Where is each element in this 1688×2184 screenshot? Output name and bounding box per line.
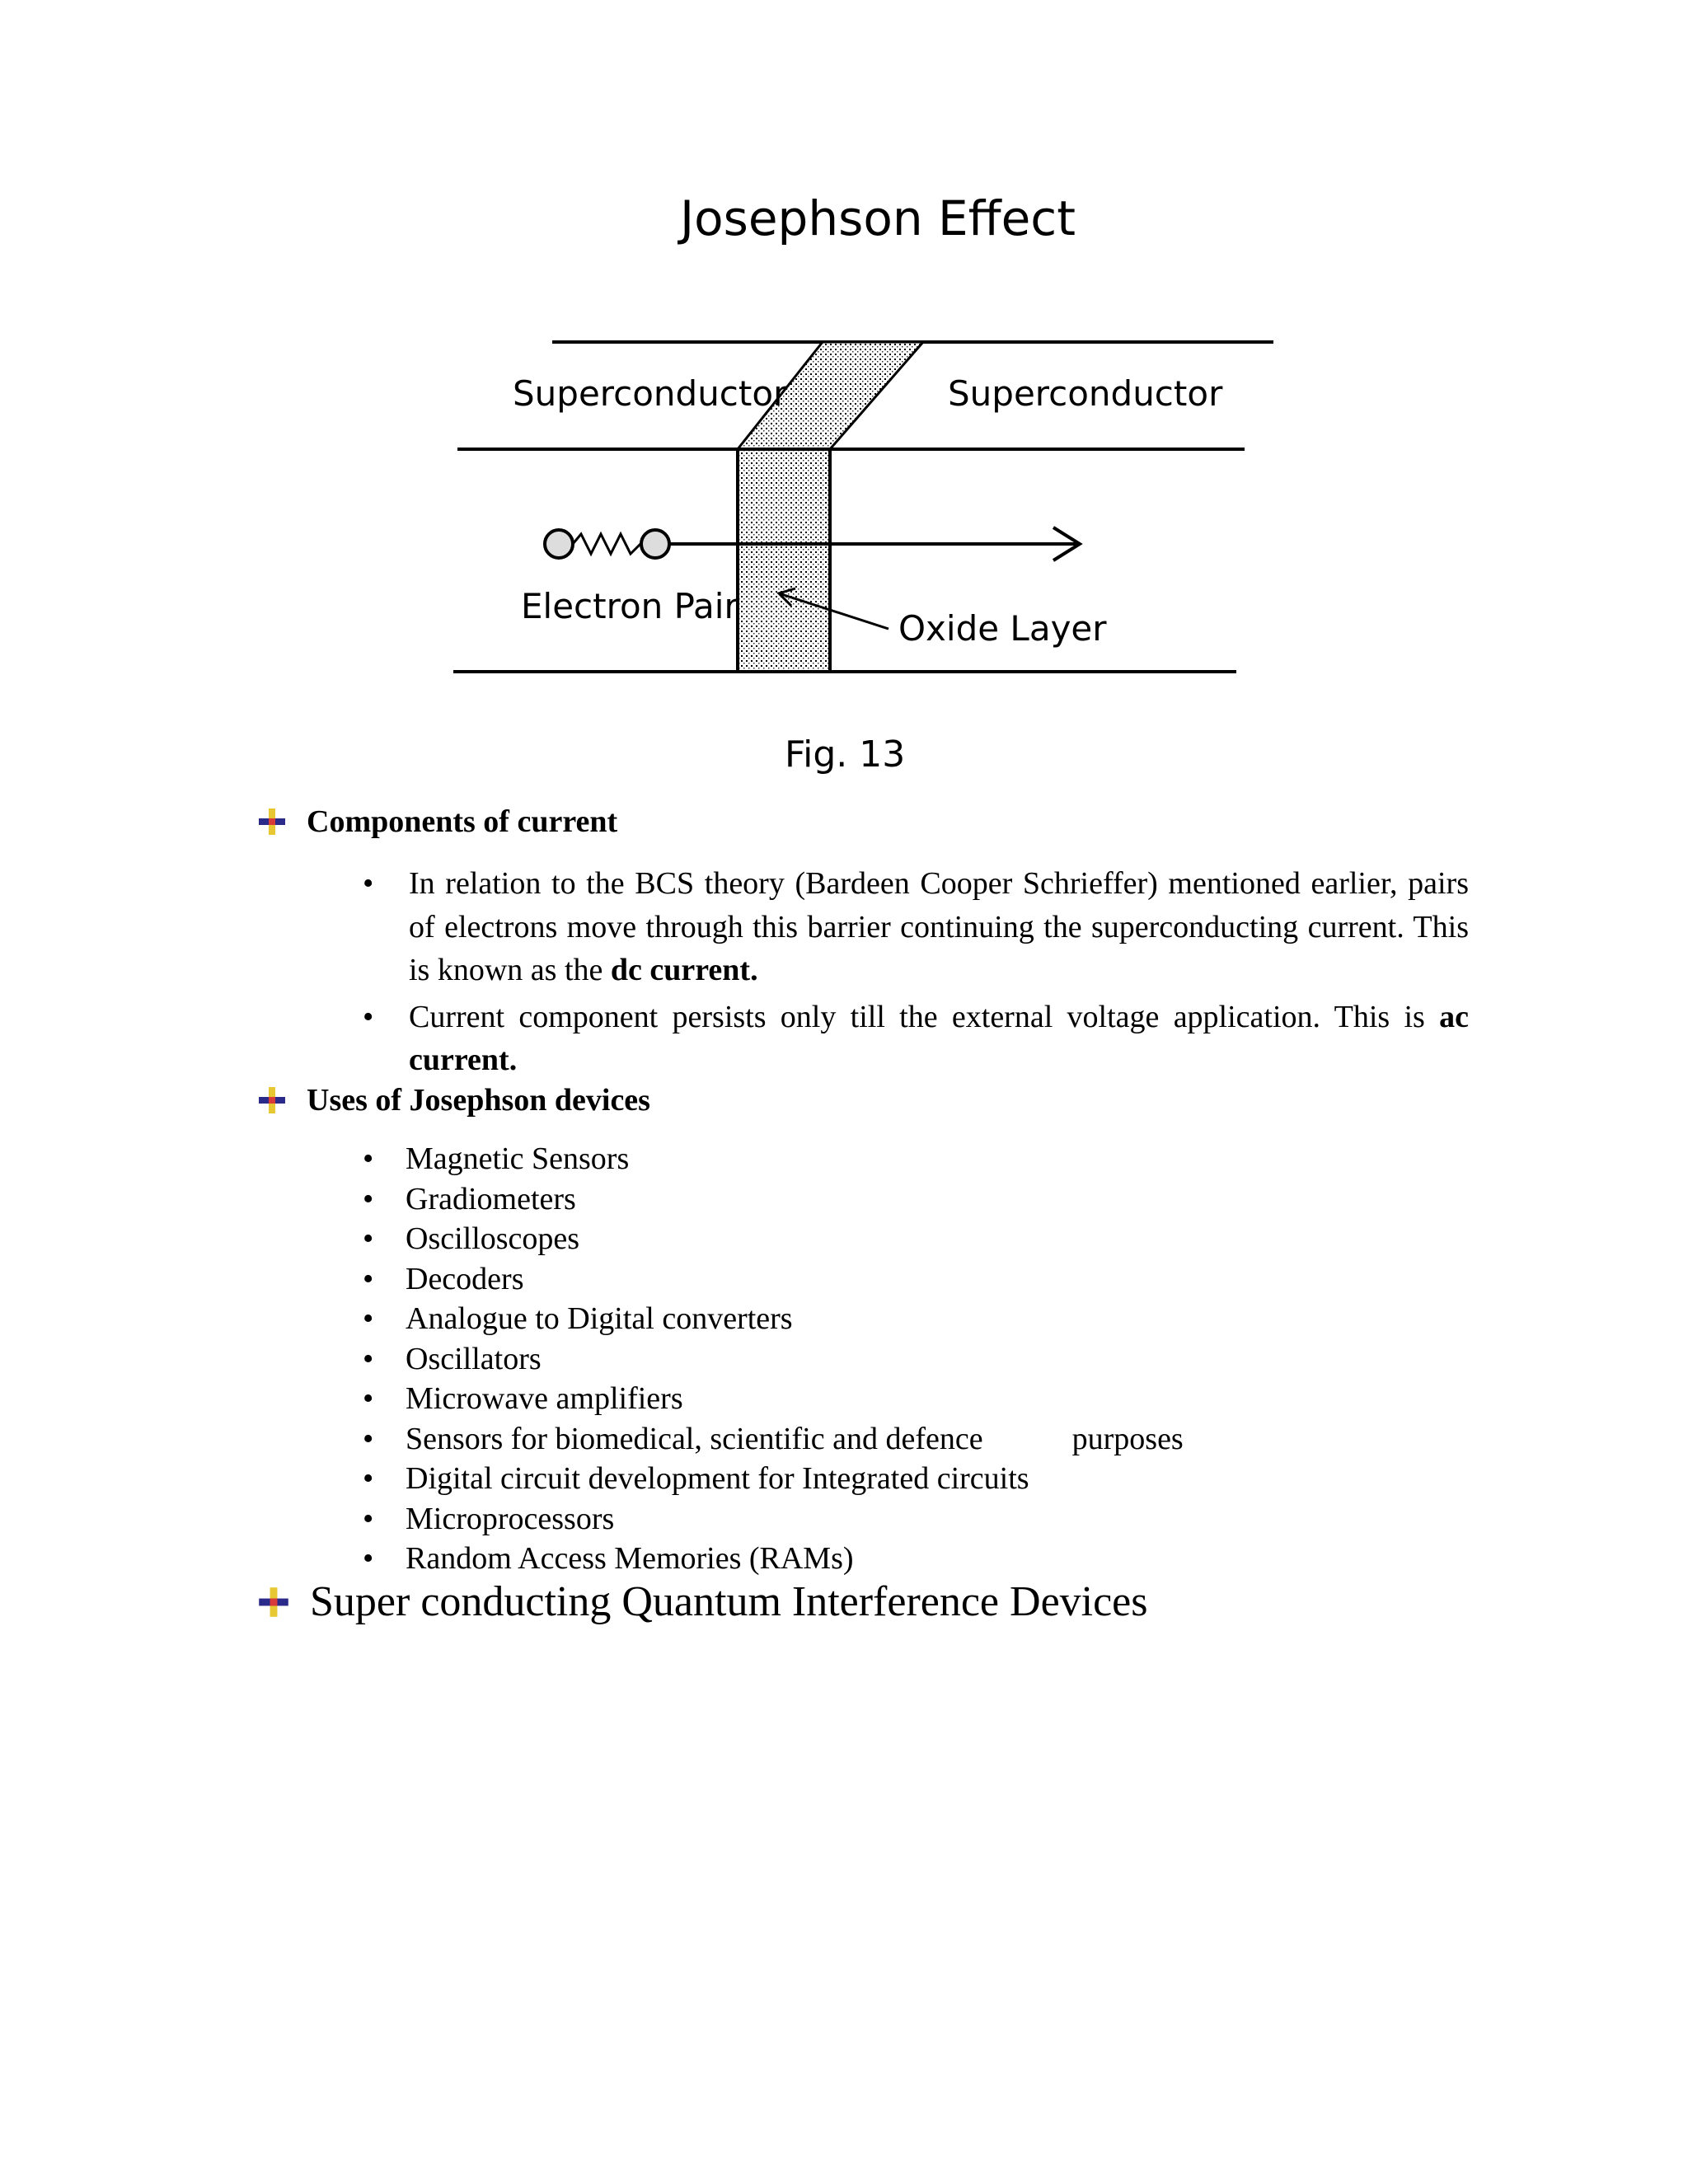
components-item-dc [356,862,1469,992]
uses-item-text: Microwave amplifiers [406,1381,683,1416]
oxide-layer-region [738,449,830,672]
bullet-dot-icon: • [363,1541,374,1576]
bullet-dot-icon: • [363,1221,374,1256]
bullet-dot-icon: • [363,1501,374,1536]
bullet-dot-icon: • [363,1301,374,1336]
plus-bullet-icon [257,1586,290,1619]
squid-heading-text: Super conducting Quantum Interference Devices [310,1578,1148,1625]
bullet-dot-icon: • [363,1141,374,1176]
components-list [356,862,1469,1085]
uses-item-trailing-text: purposes [1071,1421,1184,1456]
uses-item-text: Microprocessors [406,1501,615,1536]
plus-bullet-icon [257,807,287,837]
electron-pair-label: Electron Pair [521,586,738,626]
oxide-layer-label: Oxide Layer [898,608,1107,649]
superconductor-right-label: Superconductor [948,373,1223,414]
bullet-dot-icon: • [363,866,374,901]
uses-item-text: Oscilloscopes [406,1221,580,1256]
components-item-dc-text: In relation to the BCS theory (Bardeen Cooper Schrieffer) mentioned earlier, pairs of electrons move through this barrier continuing the superconducting current. This is known as the [409,866,1469,987]
uses-item-text: Sensors for biomedical, scientific and defence [406,1421,983,1456]
uses-item-text: Decoders [406,1261,524,1296]
bullet-dot-icon: • [363,1461,374,1496]
electron-left-icon [545,530,573,558]
uses-item-text: Magnetic Sensors [406,1141,630,1176]
uses-item [356,1299,1510,1339]
bullet-dot-icon: • [363,1181,374,1216]
spring-icon [573,534,640,554]
uses-heading [257,1085,650,1116]
squid-heading [257,1578,1148,1625]
uses-list [356,1139,1510,1579]
components-item-ac-bold: ac current. [409,999,1469,1077]
bullet-dot-icon: • [363,1421,374,1456]
bullet-dot-icon: • [363,999,374,1034]
uses-item [356,1259,1510,1300]
uses-item [356,1139,1510,1179]
superconductor-left-label: Superconductor [513,373,788,414]
components-item-ac-text: Current component persists only till the external voltage application. This is [409,999,1440,1034]
bullet-dot-icon: • [363,1341,374,1376]
plus-bullet-icon [257,1085,287,1115]
uses-item [356,1499,1510,1540]
bullet-dot-icon: • [363,1381,374,1416]
uses-item [356,1539,1510,1579]
uses-item-text: Random Access Memories (RAMs) [406,1541,854,1576]
uses-heading-text: Uses of Josephson devices [307,1083,650,1118]
figure-title: Josephson Effect [680,190,1076,246]
uses-item-text: Analogue to Digital converters [406,1301,793,1336]
components-heading-text: Components of current [307,804,618,839]
uses-item [356,1339,1510,1380]
uses-item-text: Oscillators [406,1341,542,1376]
components-item-dc-bold: dc current. [610,953,758,987]
bullet-dot-icon: • [363,1261,374,1296]
components-heading [257,806,617,837]
components-item-ac [356,996,1469,1082]
uses-item [356,1459,1510,1499]
uses-item [356,1179,1510,1220]
uses-item-text: Digital circuit development for Integrated circuits [406,1461,1029,1496]
figure-caption: Fig. 13 [785,733,906,776]
electron-right-icon [641,530,669,558]
josephson-effect-diagram [429,190,1335,799]
uses-item [356,1219,1510,1259]
uses-item-text: Gradiometers [406,1181,576,1216]
uses-item [356,1419,1510,1460]
uses-item [356,1379,1510,1419]
